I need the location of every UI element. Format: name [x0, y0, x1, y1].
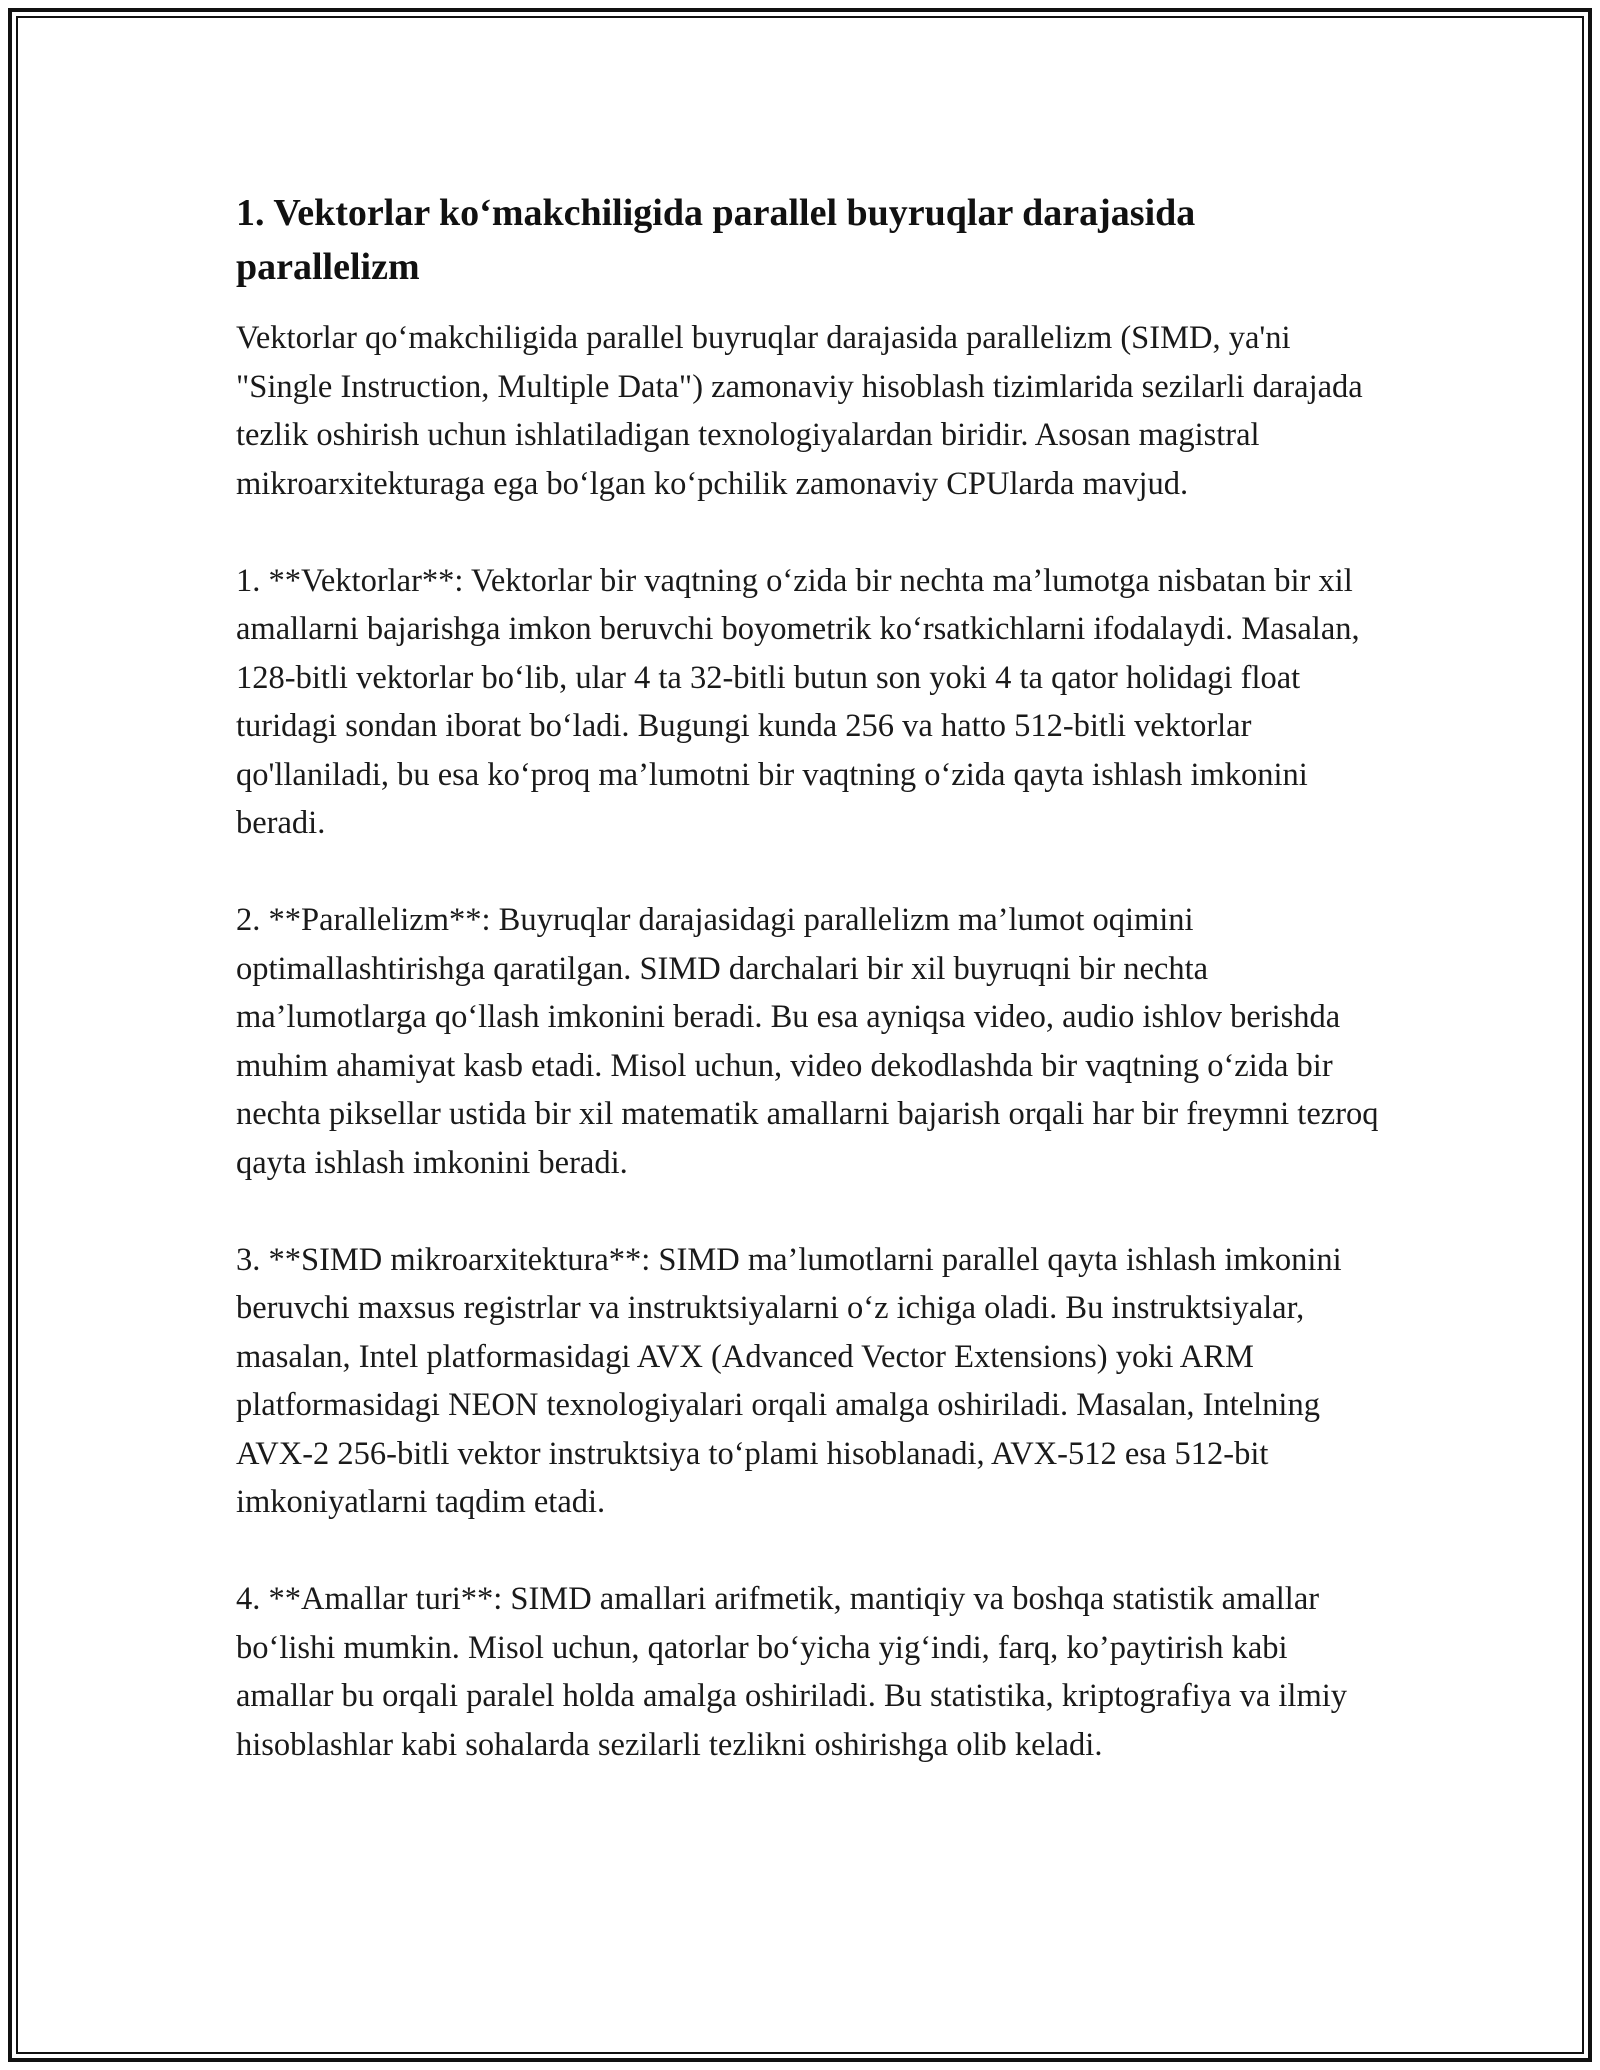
paragraph-vectors: 1. **Vektorlar**: Vektorlar bir vaqtning o‘zida bir nechta ma’lumotga nisbatan bir xil amallarni bajarishga imkon beruvchi boyometrik ko‘rsatkichlarni ifodalaydi. Masalan, 128-bitli vektorlar bo‘lib, ular 4 ta 32-bitli butun son yoki 4 ta qator holidagi float turidagi sondan iborat bo‘ladi. Bugungi kunda 256 va hatto 512-bitli vektorlar qo'llaniladi, bu esa ko‘proq ma’lumotni bir vaqtning o‘zida qayta ishlash imkonini beradi.: [236, 562, 1360, 841]
paragraph-simd-microarchitecture: 3. **SIMD mikroarxitektura**: SIMD ma’lumotlarni parallel qayta ishlash imkonini beruvchi maxsus registrlar va instruktsiyalarni o‘z ichiga oladi. Bu instruktsiyalar, masalan, Intel platformasidagi AVX (Advanced Vector Extensions) yoki ARM platformasidagi NEON texnologiyalari orqali amalga oshiriladi. Masalan, Intelning AVX-2 256-bitli vektor instruktsiya to‘plami hisoblanadi, AVX-512 esa 512-bit imkoniyatlarni taqdim etadi.: [236, 1241, 1342, 1520]
section-heading: 1. Vektorlar ko‘makchiligida parallel buyruqlar darajasida parallelizm: [236, 192, 1196, 288]
document-body: [236, 186, 1386, 1769]
paragraph-operation-types: 4. **Amallar turi**: SIMD amallari arifmetik, mantiqiy va boshqa statistik amallar bo‘lishi mumkin. Misol uchun, qatorlar bo‘yicha yig‘indi, farq, ko’paytirish kabi amallar bu orqali paralel holda amalga oshiriladi. Bu statistika, kriptografiya va ilmiy hisoblashlar kabi sohalarda sezilarli tezlikni oshirishga olib keladi.: [236, 1581, 1347, 1763]
paragraph-parallelism: 2. **Parallelizm**: Buyruqlar darajasidagi parallelizm ma’lumot oqimini optimallashtirishga qaratilgan. SIMD darchalari bir xil buyruqni bir nechta ma’lumotlarga qo‘llash imkonini beradi. Bu esa ayniqsa video, audio ishlov berishda muhim ahamiyat kasb etadi. Misol uchun, video dekodlashda bir vaqtning o‘zida bir nechta piksellar ustida bir xil matematik amallarni bajarish orqali har bir freymni tezroq qayta ishlash imkonini beradi.: [236, 902, 1379, 1181]
intro-paragraph: Vektorlar qo‘makchiligida parallel buyruqlar darajasida parallelizm (SIMD, ya'ni "Single Instruction, Multiple Data") zamonaviy hisoblash tizimlarida sezilarli darajada tezlik oshirish uchun ishlatiladigan texnologiyalardan biridir. Asosan magistral mikroarxitekturaga ega bo‘lgan ko‘pchilik zamonaviy CPUlarda mavjud.: [236, 320, 1363, 502]
